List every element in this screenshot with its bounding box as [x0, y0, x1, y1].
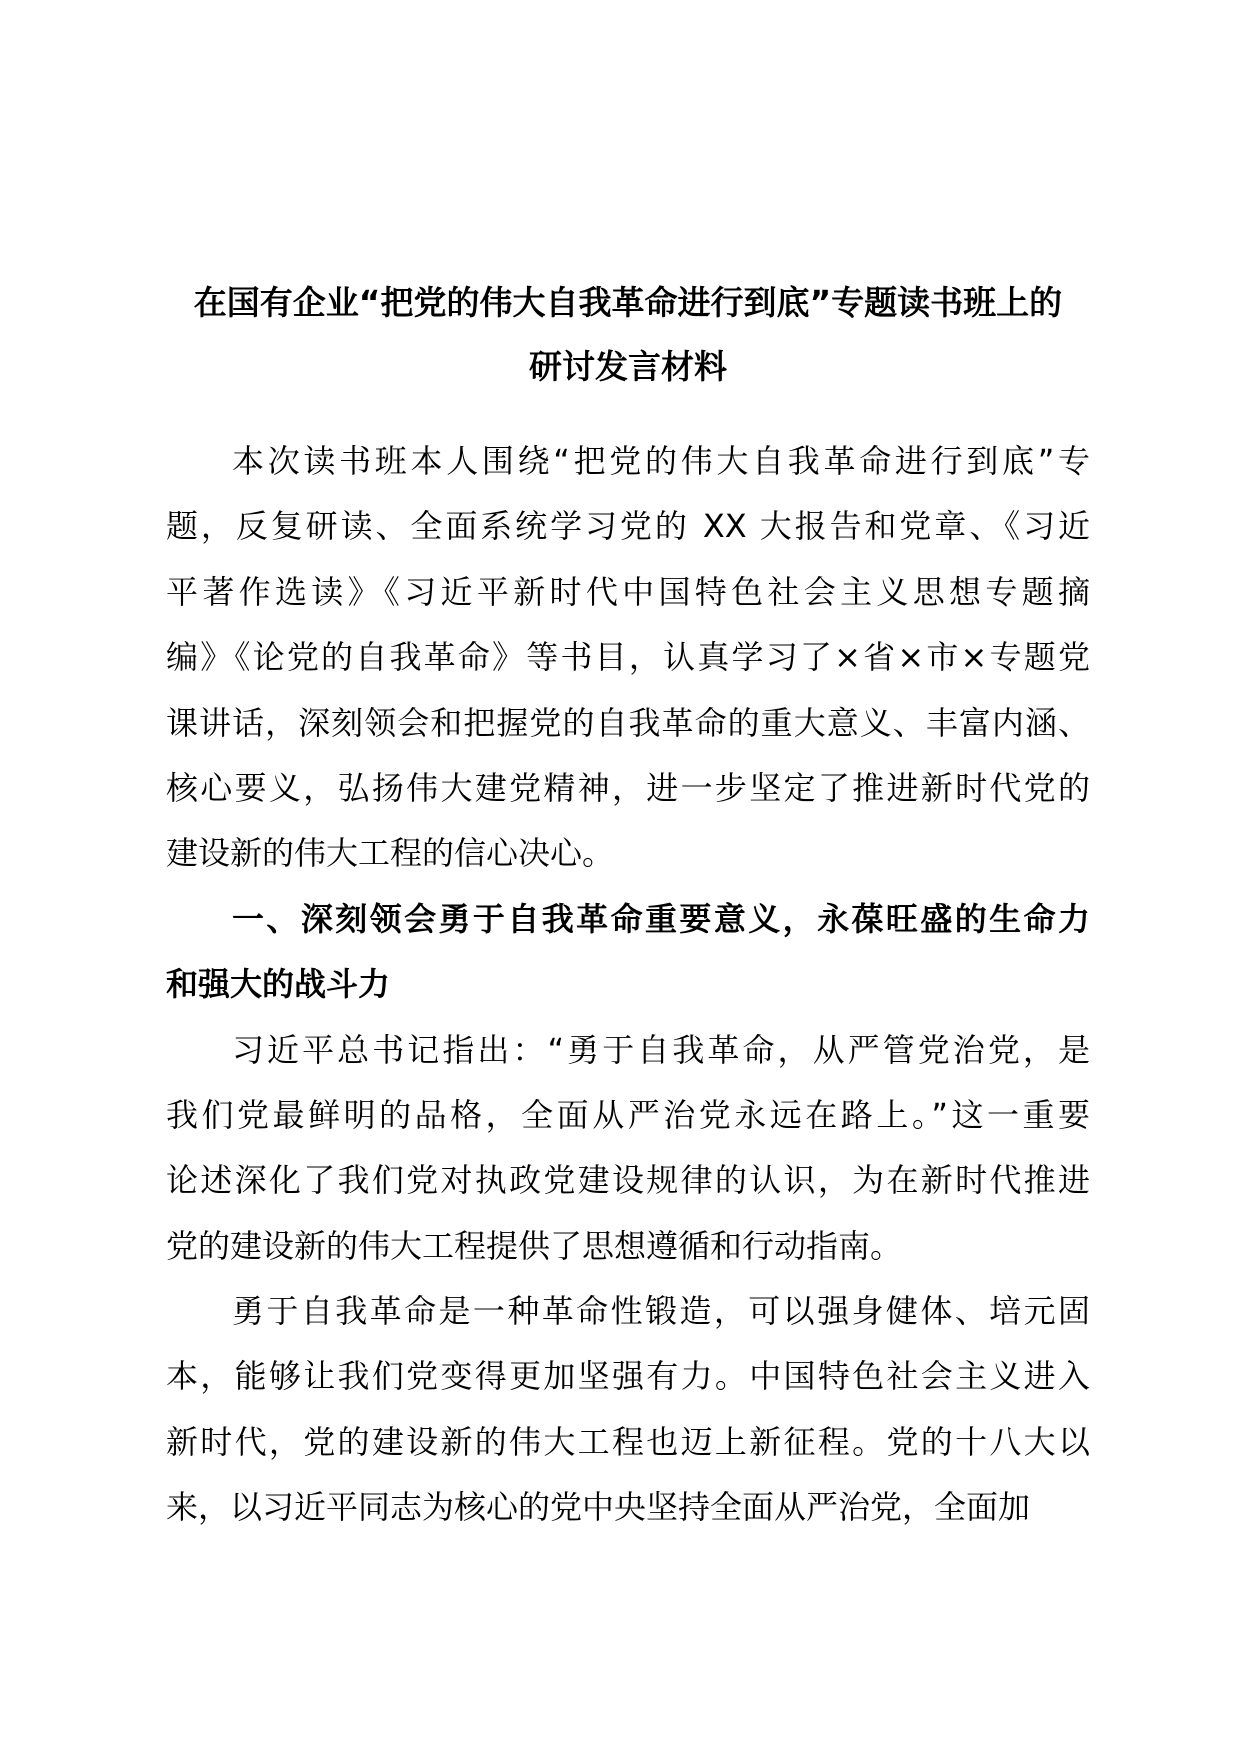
section-heading — [166, 887, 1090, 1018]
text-line: 勇于自我革命是一种革命性锻造，可以强身健体、培元固 — [232, 1292, 1090, 1331]
title-line-2: 研讨发言材料 — [529, 347, 727, 386]
text-line: 本，能够让我们党变得更加坚强有力。中国特色社会主义进入 — [166, 1357, 1090, 1396]
title-line-1: 在国有企业“把党的伟大自我革命进行到底”专题读书班上的 — [193, 283, 1063, 322]
document-title — [166, 271, 1090, 399]
text-line: 习近平总书记指出：“勇于自我革命，从严管党治党，是 — [232, 1030, 1090, 1069]
text-line: 一、深刻领会勇于自我革命重要意义，永葆旺盛的生命力 — [232, 899, 1090, 938]
text-line: 新时代，党的建设新的伟大工程也迈上新征程。党的十八大以 — [166, 1422, 1090, 1461]
paragraph — [166, 1018, 1090, 1280]
text-line: 编》《论党的自我革命》等书目，认真学习了×省×市×专题党 — [166, 638, 1090, 677]
text-line: 我们党最鲜明的品格，全面从严治党永远在路上。”这一重要 — [166, 1095, 1090, 1134]
text-line: 和强大的战斗力 — [166, 965, 391, 1004]
paragraph — [166, 429, 1090, 887]
paragraph — [166, 1279, 1090, 1541]
text-line: 核心要义，弘扬伟大建党精神，进一步坚定了推进新时代党的 — [166, 768, 1090, 807]
text-line: 论述深化了我们党对执政党建设规律的认识，为在新时代推进 — [166, 1161, 1090, 1200]
text-line: 来，以习近平同志为核心的党中央坚持全面从严治党，全面加 — [166, 1488, 1031, 1527]
text-line: 题，反复研读、全面系统学习党的 XX 大报告和党章、《习近 — [166, 507, 1090, 546]
text-line: 党的建设新的伟大工程提供了思想遵循和行动指南。 — [166, 1226, 903, 1265]
text-line: 平著作选读》《习近平新时代中国特色社会主义思想专题摘 — [166, 572, 1090, 611]
document-body — [166, 429, 1090, 1541]
text-line: 本次读书班本人围绕“把党的伟大自我革命进行到底”专 — [232, 442, 1090, 480]
text-line: 课讲话，深刻领会和把握党的自我革命的重大意义、丰富内涵、 — [166, 703, 1090, 742]
text-line: 建设新的伟大工程的信心决心。 — [166, 834, 615, 873]
